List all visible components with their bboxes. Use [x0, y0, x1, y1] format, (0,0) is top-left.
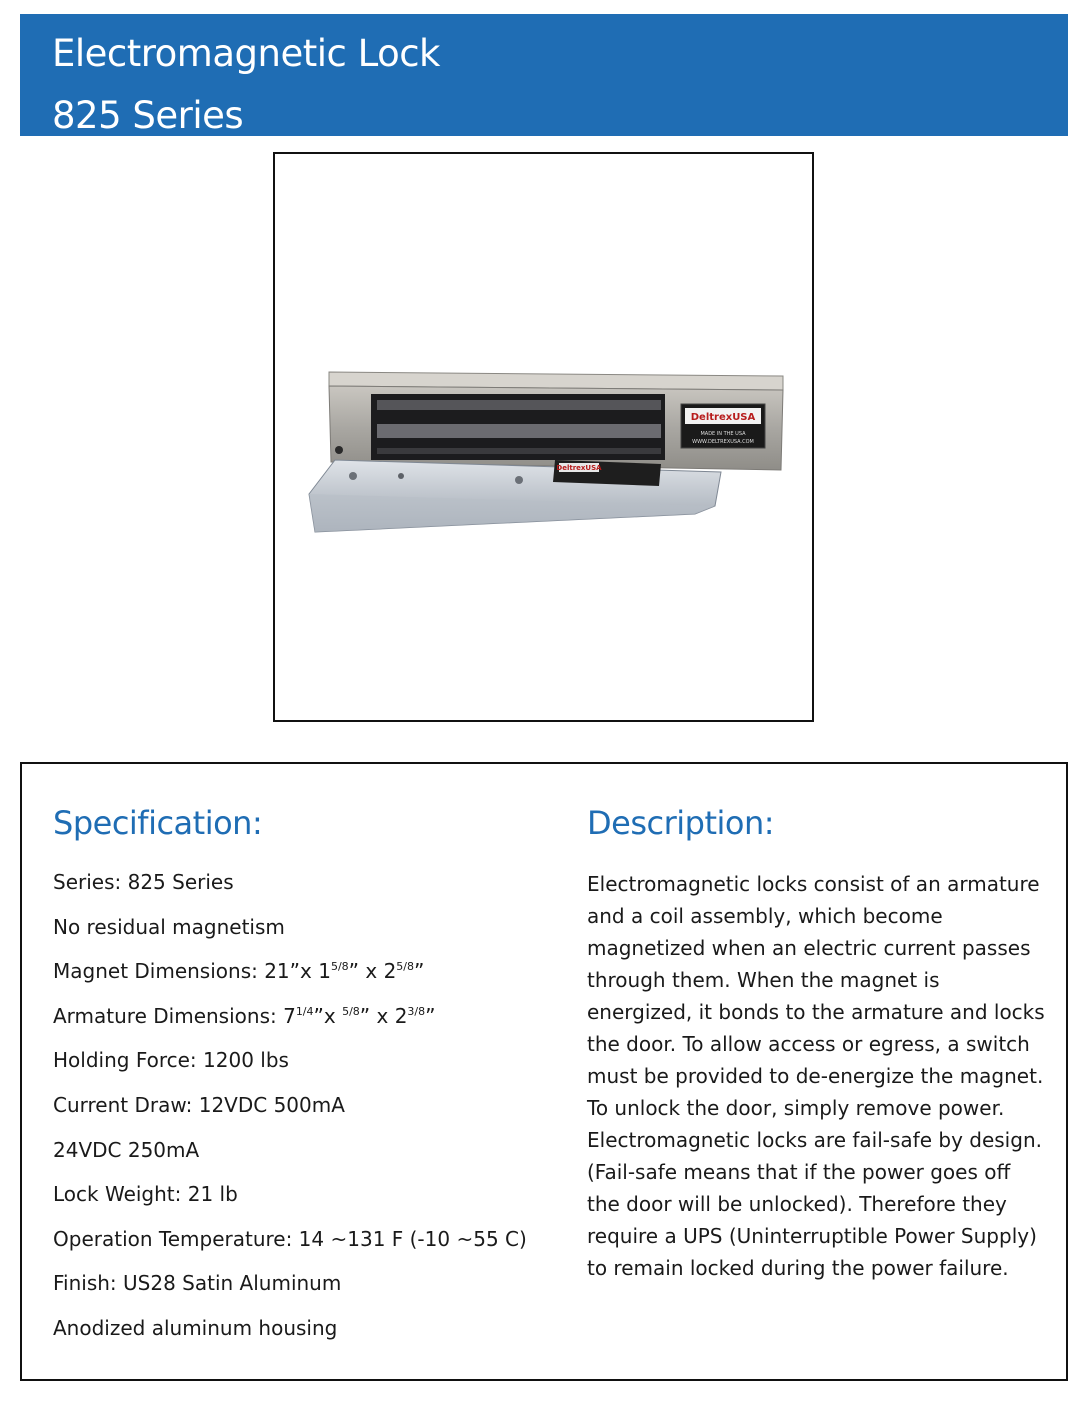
brand-label-line2: WWW.DELTREXUSA.COM [692, 439, 754, 445]
spec-residual-magnetism: No residual magnetism [53, 914, 285, 939]
description-text: Electromagnetic locks consist of an armature and a coil assembly, which become magnetized when an electric current passes through them. When the magnet is energized, it bonds to the armature and locks the door. To allow access or egress, a switch must be provided to de-energize the magnet. To unlock the door, simply remove power. Electromagnetic locks are fail-safe by design. (Fail-safe means that if the power goes off the door will be unlocked). Therefore they require a UPS (Uninterruptible Power Supply) to remain locked during the power failure. [587, 872, 1045, 1280]
armature-label-text: DeltrexUSA [556, 464, 602, 472]
description-heading: Description: [587, 804, 775, 842]
bolt-hole-icon [349, 472, 357, 480]
page-subtitle: 825 Series [52, 94, 244, 137]
page-title: Electromagnetic Lock [52, 32, 440, 75]
spec-series: Series: 825 Series [53, 870, 234, 894]
spec-finish: Finish: US28 Satin Aluminum [53, 1271, 342, 1296]
bolt-hole-icon [515, 476, 523, 484]
spec-current-draw-12v: Current Draw: 12VDC 500mA [53, 1092, 345, 1117]
info-panel [20, 762, 1068, 1381]
specification-heading: Specification: [53, 804, 263, 842]
brand-label-text: DeltrexUSA [690, 412, 756, 423]
product-photo [275, 154, 812, 720]
spec-magnet-dimensions: Magnet Dimensions: 21”x $1^{5/8}$” x $2^{5/8}$” [53, 959, 425, 984]
spec-operation-temperature: Operation Temperature: 14 ~131 F (-10 ~55 C) [53, 1226, 527, 1251]
bolt-hole-icon [398, 473, 404, 479]
header-banner [20, 14, 1068, 136]
brand-label-line1: MADE IN THE USA [700, 431, 746, 437]
specification-list [53, 868, 527, 1359]
screw-icon [335, 446, 343, 454]
spec-housing: Anodized aluminum housing [53, 1315, 338, 1340]
spec-current-draw-24v: 24VDC 250mA [53, 1137, 200, 1162]
spec-lock-weight: Lock Weight: 21 lb [53, 1182, 238, 1207]
spec-holding-force: Holding Force: 1200 lbs [53, 1048, 289, 1073]
spec-armature-dimensions: Armature Dimensions: $7^{1/4}”x$ $^{5/8}$” x $2^{3/8}$” [53, 1003, 436, 1028]
product-photo-frame [273, 152, 814, 722]
